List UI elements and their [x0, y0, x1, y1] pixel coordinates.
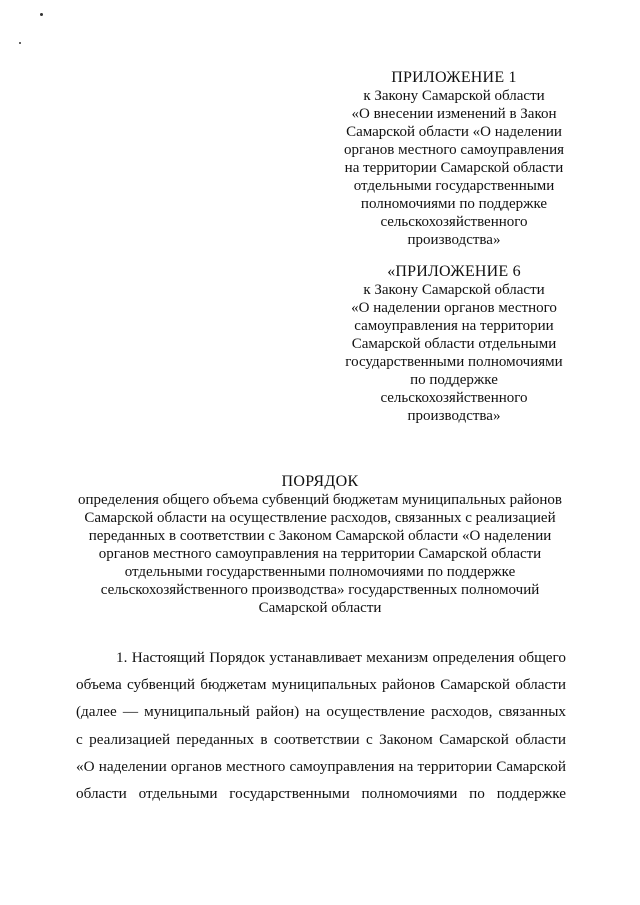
order-subtitle: [72, 491, 568, 617]
appendix-6-line: по поддержке: [410, 372, 498, 388]
paragraph-1: [76, 644, 566, 807]
order-subtitle-line: сельскохозяйственного производства» государственных полномочий: [100, 582, 540, 598]
appendix-6-line: производства»: [407, 408, 501, 424]
paragraph-line: 1. Настоящий Порядок устанавливает механизм определения общего: [116, 649, 566, 666]
order-title: ПОРЯДОК: [281, 473, 359, 490]
appendix-1-line: органов местного самоуправления: [343, 142, 565, 158]
paragraph-line: (далее — муниципальный район) на осуществление расходов, связанных: [76, 703, 566, 721]
appendix-6-line: Самарской области отдельными: [351, 336, 557, 352]
order-subtitle-line: Самарской области на осуществление расходов, связанных с реализацией: [84, 510, 556, 526]
appendix-6-block: [338, 263, 570, 425]
paragraph-line: с реализацией переданных в соответствии с Законом Самарской области: [76, 730, 566, 748]
paragraph-line: области отдельными государственными полномочиями по поддержке: [76, 785, 566, 803]
appendix-1-line: полномочиями по поддержке: [360, 196, 548, 212]
order-subtitle-line: Самарской области: [258, 600, 382, 616]
appendix-1-line: производства»: [407, 232, 501, 248]
appendix-1-block: [338, 69, 570, 249]
paragraph-line: «О наделении органов местного самоуправления на территории Самарской: [76, 757, 566, 775]
appendix-6-heading: «ПРИЛОЖЕНИЕ 6: [387, 263, 521, 280]
appendix-6-line: к Закону Самарской области: [363, 282, 545, 298]
appendix-6-line: государственными полномочиями: [345, 354, 563, 370]
paragraph-line: объема субвенций бюджетам муниципальных районов Самарской области: [76, 676, 566, 694]
order-subtitle-line: переданных в соответствии с Законом Самарской области «О наделении: [88, 528, 552, 544]
appendix-6-line: сельскохозяйственного: [380, 390, 528, 406]
appendix-1-line: сельскохозяйственного: [380, 214, 528, 230]
scan-speck: [19, 42, 21, 44]
appendix-6-line: самоуправления на территории: [354, 318, 554, 334]
appendix-1-line: «О внесении изменений в Закон: [351, 106, 557, 122]
appendix-6-line: «О наделении органов местного: [351, 300, 557, 316]
order-subtitle-line: органов местного самоуправления на территории Самарской области: [98, 546, 542, 562]
appendix-1-line: к Закону Самарской области: [363, 88, 545, 104]
appendix-1-line: на территории Самарской области: [344, 160, 564, 176]
appendix-1-line: отдельными государственными: [353, 178, 555, 194]
order-subtitle-line: определения общего объема субвенций бюджетам муниципальных районов: [78, 492, 562, 508]
order-subtitle-line: отдельными государственными полномочиями по поддержке: [124, 564, 516, 580]
scan-speck: [40, 13, 43, 16]
appendix-1-line: Самарской области «О наделении: [346, 124, 562, 140]
appendix-1-heading: ПРИЛОЖЕНИЕ 1: [391, 69, 517, 86]
